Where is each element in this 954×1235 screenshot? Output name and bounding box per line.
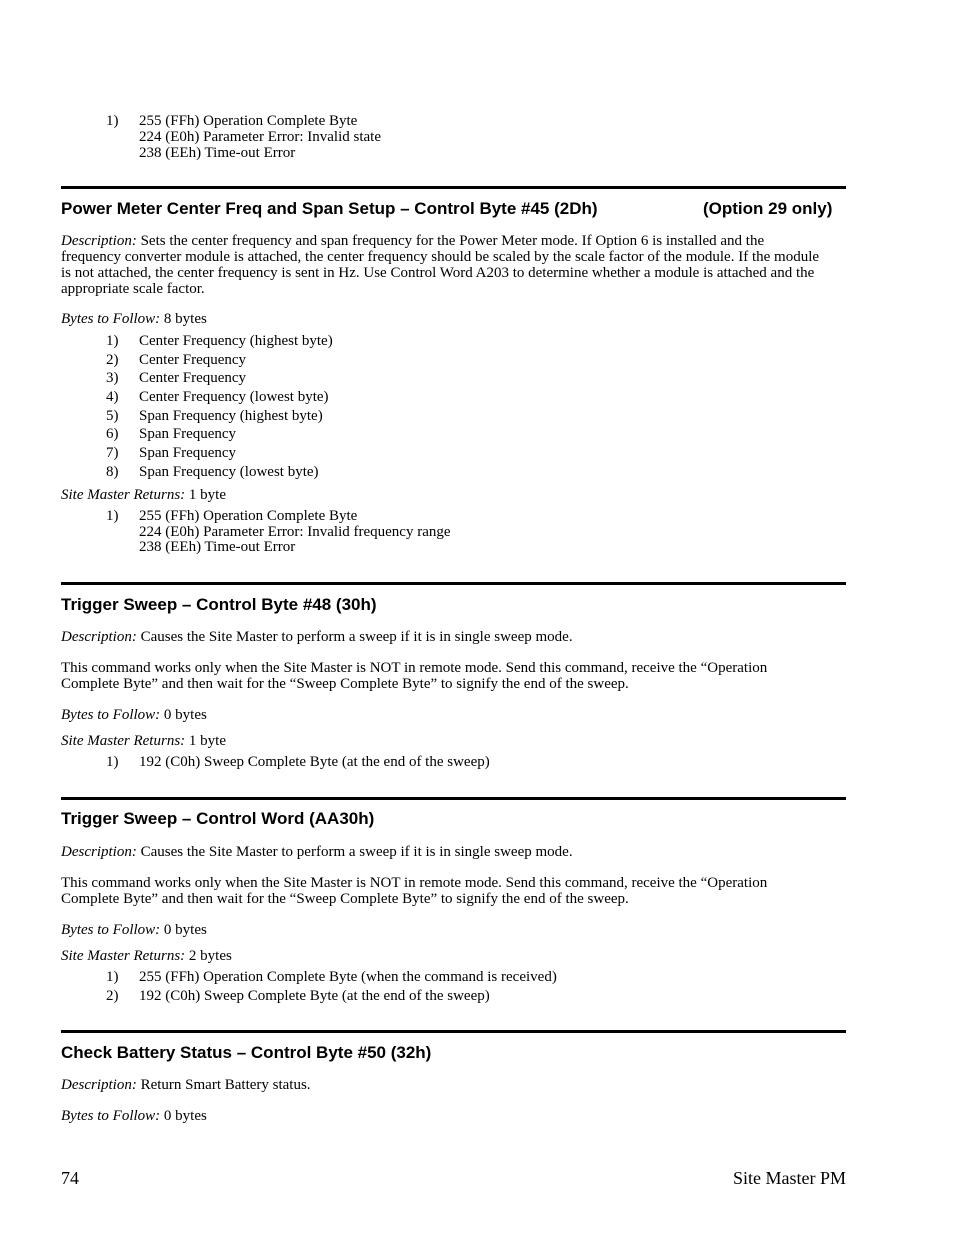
list-item: 192 (C0h) Sweep Complete Byte (at the end of the sweep) (139, 754, 490, 770)
list-number: 7) (106, 445, 119, 461)
bytes-value: 8 bytes (160, 311, 207, 327)
body-paragraph: This command works only when the Site Master is NOT in remote mode. Send this command, receive the “Operation Complete Byte” and then wait for the “Sweep Complete Byte” to signify the end of the sweep. (61, 875, 768, 907)
description-label: Description: (61, 629, 137, 645)
bytes-value: 0 bytes (160, 922, 207, 938)
list-number: 1) (106, 508, 119, 524)
list-item: Span Frequency (lowest byte) (139, 464, 319, 480)
list-item: 255 (FFh) Operation Complete Byte (139, 113, 358, 129)
bytes-label: Bytes to Follow: (61, 922, 161, 938)
list-item: 238 (EEh) Time-out Error (139, 145, 296, 161)
footer-product-name: Site Master PM (732, 1168, 846, 1188)
list-number: 1) (106, 333, 119, 349)
section-heading-note: (Option 29 only) (703, 199, 833, 218)
list-item: Span Frequency (139, 426, 237, 442)
bytes-to-follow (61, 1108, 821, 1124)
list-number: 1) (106, 969, 119, 985)
list-number: 8) (106, 464, 119, 480)
list-item: Span Frequency (highest byte) (139, 408, 323, 424)
description-label: Description: (61, 1077, 137, 1093)
section-divider (61, 582, 846, 585)
description-paragraph (61, 233, 821, 297)
section-heading: Check Battery Status – Control Byte #50 (32h) (61, 1043, 432, 1062)
section-divider (61, 1030, 846, 1033)
list-item: Center Frequency (139, 370, 247, 386)
list-number: 1) (106, 754, 119, 770)
bytes-label: Bytes to Follow: (61, 1108, 161, 1124)
site-master-returns (61, 733, 821, 749)
list-number: 2) (106, 352, 119, 368)
list-item: 224 (E0h) Parameter Error: Invalid state (139, 129, 381, 145)
list-number: 6) (106, 426, 119, 442)
list-item: 224 (E0h) Parameter Error: Invalid frequency range (139, 524, 451, 540)
list-item: Center Frequency (lowest byte) (139, 389, 329, 405)
site-master-returns (61, 948, 821, 964)
description-text: Return Smart Battery status. (136, 1077, 311, 1093)
list-number: 4) (106, 389, 119, 405)
list-number: 1) (106, 113, 119, 129)
returns-label: Site Master Returns: (61, 487, 186, 503)
description-text: Causes the Site Master to perform a sweep if it is in single sweep mode. (136, 844, 573, 860)
returns-label: Site Master Returns: (61, 948, 186, 964)
list-item: 238 (EEh) Time-out Error (139, 539, 296, 555)
returns-value: 1 byte (185, 733, 226, 749)
description-text: Causes the Site Master to perform a sweep if it is in single sweep mode. (136, 629, 573, 645)
section-divider (61, 797, 846, 800)
list-item: Span Frequency (139, 445, 237, 461)
list-number: 5) (106, 408, 119, 424)
list-number: 3) (106, 370, 119, 386)
description-paragraph (61, 629, 821, 645)
list-item: Center Frequency (highest byte) (139, 333, 333, 349)
bytes-label: Bytes to Follow: (61, 311, 161, 327)
returns-value: 2 bytes (185, 948, 232, 964)
bytes-to-follow (61, 922, 821, 938)
bytes-value: 0 bytes (160, 707, 207, 723)
returns-value: 1 byte (185, 487, 226, 503)
description-paragraph (61, 844, 821, 860)
page-number: 74 (61, 1168, 79, 1188)
description-text: Sets the center frequency and span frequency for the Power Meter mode. If Option 6 is installed and the frequency converter module is attached, the center frequency should be scaled by the scale factor of the module. If the module is not attached, the center frequency is sent in Hz. Use Control Word A203 to determine whether a module is attached and the appropriate scale factor. (61, 233, 820, 297)
bytes-label: Bytes to Follow: (61, 707, 161, 723)
site-master-returns (61, 487, 821, 503)
bytes-to-follow (61, 311, 821, 327)
description-label: Description: (61, 233, 137, 249)
section-divider (61, 186, 846, 189)
list-item: Center Frequency (139, 352, 247, 368)
description-label: Description: (61, 844, 137, 860)
list-item: 255 (FFh) Operation Complete Byte (when the command is received) (139, 969, 557, 985)
bytes-to-follow (61, 707, 821, 723)
description-paragraph (61, 1077, 821, 1093)
section-heading: Power Meter Center Freq and Span Setup – Control Byte #45 (2Dh) (61, 199, 598, 218)
list-number: 2) (106, 988, 119, 1004)
body-paragraph: This command works only when the Site Master is NOT in remote mode. Send this command, receive the “Operation Complete Byte” and then wait for the “Sweep Complete Byte” to signify the end of the sweep. (61, 660, 768, 692)
section-heading: Trigger Sweep – Control Word (AA30h) (61, 809, 375, 828)
list-item: 192 (C0h) Sweep Complete Byte (at the end of the sweep) (139, 988, 490, 1004)
list-item: 255 (FFh) Operation Complete Byte (139, 508, 358, 524)
returns-label: Site Master Returns: (61, 733, 186, 749)
bytes-value: 0 bytes (160, 1108, 207, 1124)
section-heading: Trigger Sweep – Control Byte #48 (30h) (61, 595, 377, 614)
